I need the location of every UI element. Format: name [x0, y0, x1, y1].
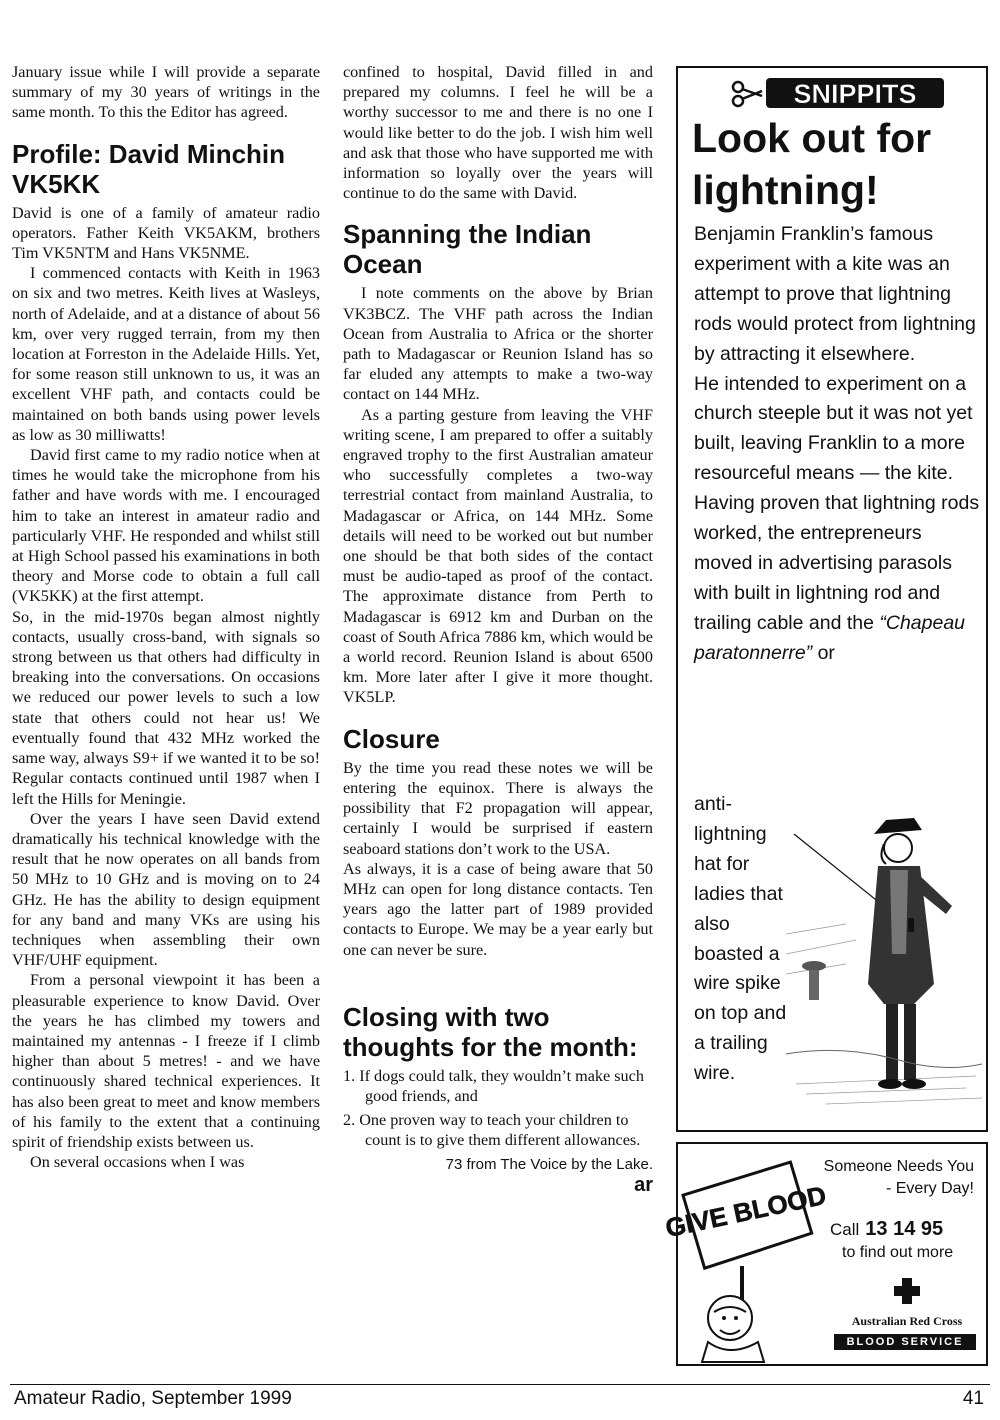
snippets-text: or — [812, 641, 835, 664]
snippets-text: Having proven that lightning rods worked, the entrepreneurs moved in advertising parasols with built in lightning rod and trailing cable and the — [694, 492, 980, 634]
snippets-logo-text: SNIPPITS — [793, 79, 917, 109]
closing-thoughts-heading: Closing with two thoughts for the month: — [343, 1001, 638, 1062]
blood-headline-line: Someone Needs You — [823, 1158, 974, 1175]
col1-intro: January issue while I will provide a separate summary of my 30 years of writings in the same month. To this the Editor has agreed. — [12, 63, 320, 122]
snippets-box — [676, 66, 988, 1132]
closure-paragraph: As always, it is a case of being aware that 50 MHz can open for long distance contacts. Ten years ago the latter part of 1989 provided contacts to Europe. We may be a year early but one can never be sure. — [343, 859, 653, 959]
closure-heading: Closure — [343, 723, 440, 754]
list-item: 2. One proven way to teach your children to count is to give them different allowances. — [343, 1111, 641, 1150]
call-label: Call — [830, 1220, 860, 1239]
blood-more-text: to find out more — [842, 1244, 954, 1261]
give-blood-ad — [662, 1142, 988, 1366]
page-number: 41 — [962, 1388, 984, 1409]
footer-publication: Amateur Radio, September 1999 — [14, 1388, 292, 1409]
blood-headline-line: - Every Day! — [885, 1180, 974, 1197]
closure-paragraph: By the time you read these notes we will be entering the equinox. There is always the possibility that F2 propagation will appear, certainly I would be surprised if eastern seaboard stations don’t work to the USA. — [343, 758, 653, 858]
snippets-body — [694, 220, 980, 669]
column-1 — [12, 62, 320, 1172]
chapeau-italic: “Chapeau paratonnerre” — [694, 611, 966, 664]
snippets-logo — [728, 76, 948, 110]
blood-call-line — [830, 1218, 943, 1241]
footer-divider — [10, 1384, 990, 1385]
snippets-title: Look out for lightning! — [692, 115, 932, 213]
indian-ocean-paragraph: As a parting gesture from leaving the VHF writing scene, I am prepared to offer a suitably engraved trophy to the first Australian amateur who successfully completes a two-way terrestrial contact from mainland Australia, to Madagascar or Africa, on 144 MHz. Some details will need to be worked out but number one should be that both sides of the contact must be audio-taped as proof of the contact. The approximate distance from Perth to Madagascar is 6912 km and Durban on the coast of South Africa 7886 km, which would be a world record. Reunion Island is about 6500 km. More later after I give it more thought. VK5LP. — [343, 405, 653, 707]
end-mark: ar — [634, 1173, 653, 1196]
signoff: 73 from The Voice by the Lake. — [445, 1155, 653, 1173]
list-item: 1. If dogs could talk, they wouldn’t make such good friends, and — [343, 1066, 644, 1105]
red-cross-name: Australian Red Cross — [851, 1314, 963, 1328]
snippets-paragraph: Benjamin Franklin’s famous experiment with a kite was an attempt to prove that lightning rods would protect from lightning by attracting it elsewhere. — [694, 223, 976, 365]
profile-paragraph: I commenced contacts with Keith in 1963 on six and two metres. Keith lives at Wasleys, north of Adelaide, and at a distance of about 56 km, over very rugged terrain, from my then location at Forreston in the Adelaide Hills. Yet, for some reason still unknown to us, it was an excellent VHF path, and contacts could be maintained on both bands using power levels as low as 30 milliwatts! — [12, 264, 320, 444]
scissors-icon — [733, 82, 762, 106]
profile-paragraph: From a personal viewpoint it has been a pleasurable experience to know David. Over the years he has climbed my towers and maintained my antennas - I freeze if I climb higher than about 5 metres! - and we have continuously shared technical experiences. It has also been great to meet and know members of his family to the extent that a continuing spirit of friendship exists between us. — [12, 971, 320, 1151]
snippets-paragraph — [694, 489, 980, 668]
blood-headline — [794, 1156, 974, 1200]
profile-paragraph: Over the years I have seen David extend dramatically his technical knowledge with the result that he now operates on all bands from 50 MHz to 10 GHz and is moving on to 24 GHz. He has the ability to design equipment for any band and many VKs are using his techniques when assembling their own VHF/UHF equipment. — [12, 809, 320, 970]
snippets-paragraph: He intended to experiment on a church steeple but it was not yet built, leaving Franklin to a more resourceful means — the kite. — [694, 372, 973, 485]
phone-number: 13 14 95 — [865, 1218, 944, 1240]
red-cross-icon — [892, 1276, 922, 1306]
col2-intro: confined to hospital, David filled in and prepared my columns. I feel he will be a worthy successor to me and there is no one I would like better to do the job. I wish him well and ask that those who have supported me with information so loyally over the years will continue to do the same with David. — [343, 63, 653, 203]
profile-paragraph: David is one of a family of amateur radio operators. Father Keith VK5AKM, brothers Tim VK5NTM and Hans VK5NME. — [12, 203, 320, 263]
thoughts-list — [343, 1066, 653, 1151]
column-2 — [343, 62, 653, 1195]
profile-paragraph: On several occasions when I was — [30, 1153, 245, 1172]
profile-heading: Profile: David Minchin VK5KK — [12, 138, 286, 199]
profile-paragraph: David first came to my radio notice when at times he would take the microphone from his father and have words with me. I encouraged him to take an interest in amateur radio and particularly VHF. He responded and whilst still at High School passed his examinations in both theory and Morse code to obtain a full call (VK5KK) at the first attempt. — [12, 446, 320, 606]
indian-ocean-heading: Spanning the Indian Ocean — [343, 219, 592, 280]
blood-service-banner: BLOOD SERVICE — [834, 1334, 976, 1350]
franklin-illustration — [786, 814, 982, 1114]
give-blood-sign-text: GIVE BLOOD — [662, 1179, 829, 1244]
snippets-narrow-text: anti-lightning hat for ladies that also boasted a wire spike on top and a trailing wire. — [694, 793, 787, 1085]
indian-ocean-paragraph: I note comments on the above by Brian VK3BCZ. The VHF path across the Indian Ocean from Australia to Africa or the shorter path to Madagascar or Reunion Island has so far eluded any attempts to make a two-way contact on 144 MHz. — [343, 284, 653, 404]
profile-paragraph: So, in the mid-1970s began almost nightly contacts, usually cross-band, with signals so strong between us that others had difficulty in breaking into the conversations. On occasions we reduced our power levels to such a low state that others could not hear us! We eventually found that 432 MHz worked the same way, always S9+ if we wanted it to be so! Regular contacts continued until 1987 when I left the Hills for Meningie. — [12, 607, 320, 808]
